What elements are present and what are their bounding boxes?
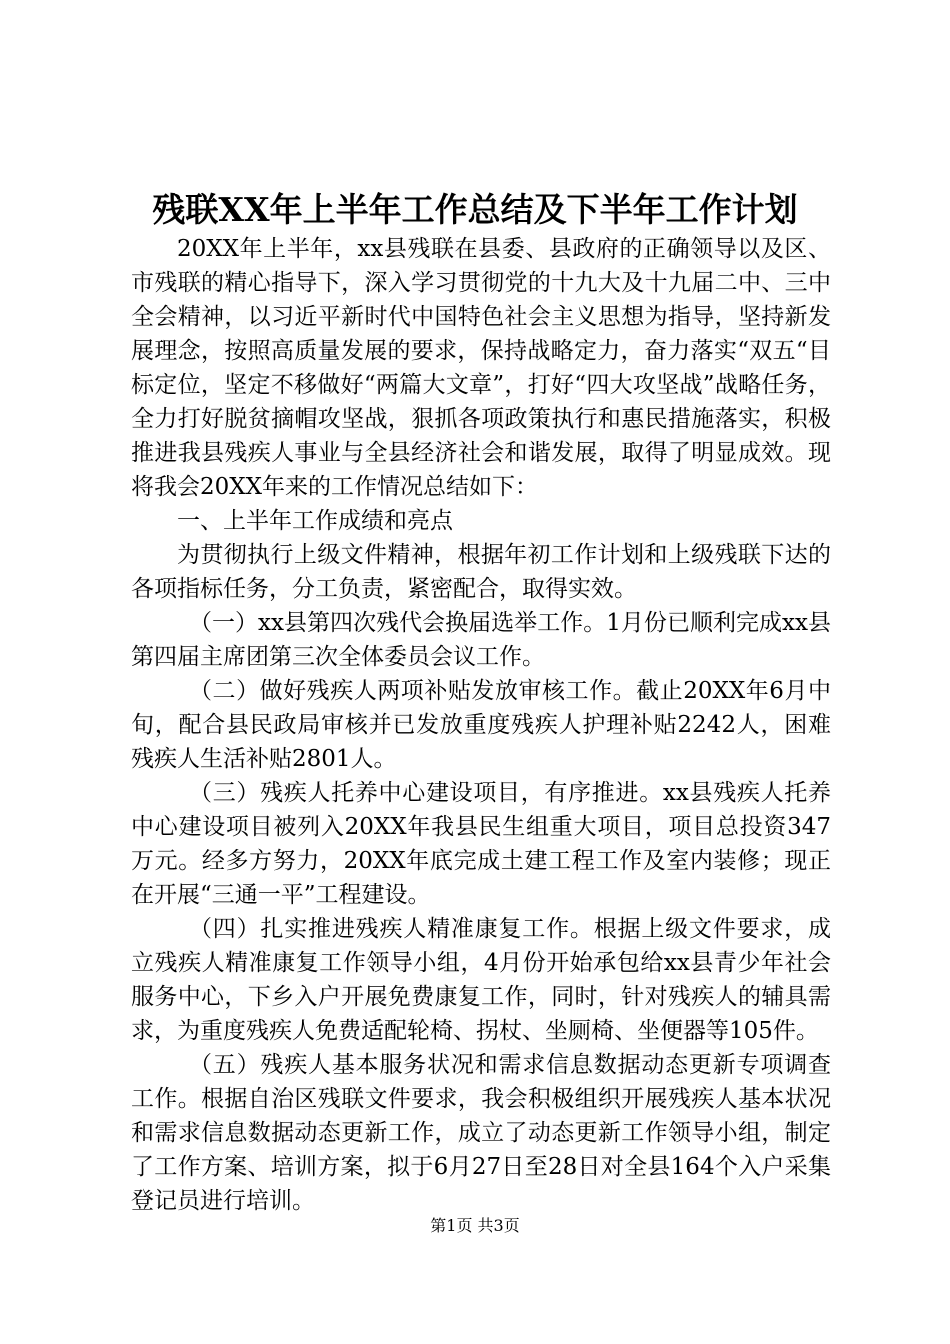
item-5-paragraph: （五）残疾人基本服务状况和需求信息数据动态更新专项调查工作。根据自治区残联文件要求，我会积极组织开展残疾人基本状况和需求信息数据动态更新工作，成立了动态更新工作领导小组，制定了工作方案、培训方案，拟于6月27日至28日对全县164个入户采集登记员进行培训。 — [131, 1052, 831, 1214]
item-4-paragraph: （四）扎实推进残疾人精准康复工作。根据上级文件要求，成立残疾人精准康复工作领导小组，4月份开始承包给xx县青少年社会服务中心，下乡入户开展免费康复工作，同时，针对残疾人的辅具需求，为重度残疾人免费适配轮椅、拐杖、坐厕椅、坐便器等105件。 — [131, 916, 831, 1044]
document-title: 残联XX年上半年工作总结及下半年工作计划 — [152, 190, 798, 229]
item-1-paragraph: （一）xx县第四次残代会换届选举工作。1月份已顺利完成xx县第四届主席团第三次全体委员会议工作。 — [131, 610, 831, 670]
section-heading: 一、上半年工作成绩和亮点 — [177, 508, 453, 534]
item-3-paragraph: （三）残疾人托养中心建设项目，有序推进。xx县残疾人托养中心建设项目被列入20XX年我县民生组重大项目，项目总投资347万元。经多方努力，20XX年底完成土建工程工作及室内装修；现正在开展“三通一平”工程建设。 — [131, 780, 831, 908]
item-2-paragraph: （二）做好残疾人两项补贴发放审核工作。截止20XX年6月中旬，配合县民政局审核并已发放重度残疾人护理补贴2242人，困难残疾人生活补贴2801人。 — [131, 678, 831, 772]
page-number-footer: 第1页 共3页 — [430, 1216, 520, 1235]
intro-paragraph: 20XX年上半年，xx县残联在县委、县政府的正确领导以及区、市残联的精心指导下，深入学习贯彻党的十九大及十九届二中、三中全会精神，以习近平新时代中国特色社会主义思想为指导，坚持新发展理念，按照高质量发展的要求，保持战略定力，奋力落实“双五“目标定位，坚定不移做好“两篇大文章”，打好“四大攻坚战”战略任务，全力打好脱贫摘帽攻坚战，狠抓各项政策执行和惠民措施落实，积极推进我县残疾人事业与全县经济社会和谐发展，取得了明显成效。现将我会20XX年来的工作情况总结如下： — [131, 236, 831, 500]
document-body — [131, 232, 831, 1218]
section-intro-paragraph: 为贯彻执行上级文件精神，根据年初工作计划和上级残联下达的各项指标任务，分工负责，紧密配合，取得实效。 — [131, 542, 831, 602]
